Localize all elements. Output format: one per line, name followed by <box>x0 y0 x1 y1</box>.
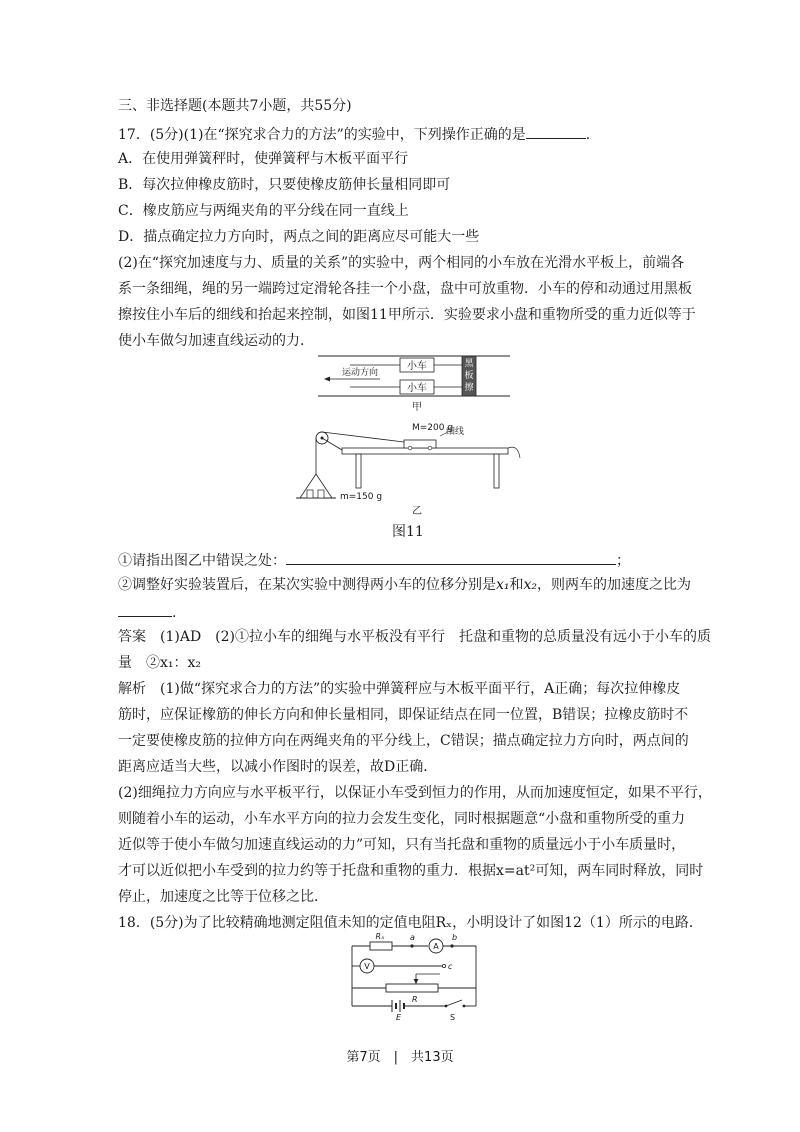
q18-stem: 18．(5分)为了比较精确地测定阻值未知的定值电阻Rₓ，小明设计了如图12（1）所示的电路． <box>118 915 703 931</box>
analysis-line: (2)细绳拉力方向应与水平板平行，以保证小车受到恒力的作用，从而加速度恒定，如果不平行， <box>118 785 712 801</box>
q17-option-c: C．橡皮筋应与两绳夹角的平分线在同一直线上 <box>118 203 409 219</box>
analysis-line: 则随着小车的运动，小车水平方向的拉力会发生变化，同时根据题意“小盘和重物所受的重力 <box>118 811 686 827</box>
figure-jia <box>318 356 510 413</box>
answer-line: 答案 (1)AD (2)①拉小车的细绳与水平板没有平行 托盘和重物的总质量没有远小于小车的质 <box>118 629 711 645</box>
arrow-left-icon <box>324 377 330 382</box>
q17-part2-line: 擦按住小车后的细线和抬起来控制，如图11甲所示．实验要求小盘和重物所受的重力近似等于 <box>118 307 696 323</box>
mass-m-label: m=150 g <box>340 492 383 502</box>
s-label: S <box>450 1013 456 1022</box>
q17-option-d: D．描点确定拉力方向时，两点之间的距离应尽可能大一些 <box>118 229 480 245</box>
q17-sub1: ①请指出图乙中错误之处： ； <box>118 549 630 571</box>
svg-text:A: A <box>433 942 439 951</box>
cart-label: 小车 <box>407 361 427 372</box>
direction-label: 运动方向 <box>342 368 379 378</box>
analysis-line: 近似等于使小车做匀加速直线运动的力”可知，只有当托盘和重物的质量远小于小车质量时， <box>118 837 686 853</box>
q17-sub2: ②调整好实验装置后，在某次实验中测得两小车的位移分别是x₁和x₂，则两车的加速度之比为 <box>118 577 692 593</box>
r-label: R <box>412 995 418 1004</box>
q17-option-a: A．在使用弹簧秤时，使弹簧秤与木板平面平行 <box>118 151 409 167</box>
node-a-label: a <box>410 933 415 942</box>
analysis-line: 才可以近似把小车受到的拉力约等于托盘和重物的重力．根据x=at²可知，两车同时释放，同时 <box>118 863 704 879</box>
answer-line: 量 ②x₁：x₂ <box>118 655 202 671</box>
cart-label: 小车 <box>407 383 427 394</box>
answer-blank <box>526 123 586 139</box>
page-footer: 第7页 | 共13页 <box>346 1050 454 1065</box>
analysis-line: 解析 (1)做“探究求合力的方法”的实验中弹簧秤应与木板平面平行，A正确；每次拉伸橡皮 <box>118 681 681 697</box>
section-title: 三、非选择题(本题共7小题，共55分) <box>118 98 352 114</box>
q17-option-b: B．每次拉伸橡皮筋时，只要使橡皮筋伸长量相同即可 <box>118 177 451 193</box>
answer-blank <box>286 549 616 565</box>
analysis-line: 一定要使橡皮筋的拉伸方向在两绳夹角的平分线上，C错误；描点确定拉力方向时，两点间的 <box>118 733 689 749</box>
q17-part2-line: 使小车做匀加速直线运动的力． <box>118 333 314 349</box>
svg-text:板: 板 <box>464 371 474 381</box>
analysis-line: 距离应适当大些，以减小作图时的误差，故D正确． <box>118 759 438 775</box>
q17-sub2-blank-line: . <box>118 601 176 623</box>
analysis-line: 筋时，应保证橡筋的伸长方向和伸长量相同，即保证结点在同一位置，B错误；拉橡皮筋时不 <box>118 707 689 723</box>
q17-part2-line: (2)在“探究加速度与力、质量的关系”的实验中，两个相同的小车放在光滑水平板上，前端各 <box>118 255 685 271</box>
e-label: E <box>396 1013 402 1022</box>
analysis-line: 停止，加速度之比等于位移之比． <box>118 889 328 905</box>
eraser-label: 黑 <box>464 359 474 369</box>
string-label: 细线 <box>446 427 465 437</box>
answer-blank <box>118 601 172 617</box>
figure-yi <box>296 423 520 517</box>
node-c-label: c <box>448 962 453 971</box>
rx-label: Rₓ <box>375 932 385 941</box>
rheostat-r <box>386 984 438 992</box>
q17-part2-line: 系一条细绳，绳的另一端跨过定滑轮各挂一个小盘，盘中可放重物．小车的停和动通过用黑板 <box>118 281 692 297</box>
table-board <box>342 448 508 454</box>
figure-11 <box>290 348 530 518</box>
label-yi: 乙 <box>412 506 422 517</box>
q17-stem: 17．(5分)(1)在“探究求合力的方法”的实验中，下列操作正确的是 . <box>118 123 590 145</box>
mass-M-label: M=200 g <box>412 423 454 433</box>
circuit-diagram <box>340 930 490 1022</box>
node-b-label: b <box>452 933 458 942</box>
resistor-rx <box>370 942 392 950</box>
switch-icon <box>446 1000 462 1006</box>
figure-11-caption: 图11 <box>392 524 424 540</box>
svg-text:擦: 擦 <box>464 383 474 393</box>
svg-text:V: V <box>364 962 370 971</box>
label-jia: 甲 <box>412 402 422 413</box>
